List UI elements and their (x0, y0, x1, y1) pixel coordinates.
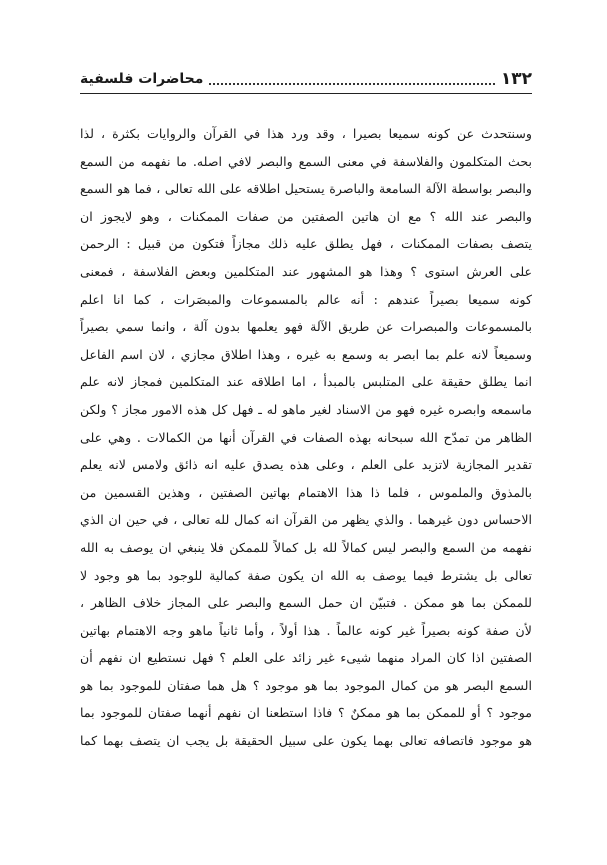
header-dotted-leader (209, 83, 494, 85)
text-line: الظاهر من تمدّح الله سبحانه بهذه الصفات في القرآن أنها من الكمالات . وهي على (80, 429, 532, 445)
body-text (80, 120, 532, 755)
page-number: ١٣٢ (500, 69, 532, 89)
text-line: بالمسموعات والمبصرات عن طريق الآلة فهو يعلمها بدون آلة ، وانما سمي بصيراً (80, 319, 532, 335)
text-line: نفهمه من السمع والبصر ليس كمالاً لله بل كمالاً للممكن فلا ينبغي ان يوصف به الله (80, 539, 532, 555)
text-line: والبصر بواسطة الآلة السامعة والباصرة يستحيل اطلاقه على الله تعالى ، فما هو السمع (80, 181, 532, 197)
text-line: على العرش استوى ؟ وهذا هو المشهور عند المتكلمين وبعض الفلاسفة ، فمعنى (80, 263, 532, 279)
text-line: موجود ؟ أو للممكن بما هو ممكنٌ ؟ فاذا استطعنا ان نفهم أنهما صفتان للموجود بما (80, 705, 532, 721)
header-title: محاضرات فلسفية (80, 71, 204, 87)
text-line: تعالى بل يشترط فيما يوصف به الله ان يكون صفة كمالية للوجود بما هو وجود لا (80, 567, 532, 583)
text-line: تقدير المجازية لاتزيد على العلم ، وعلى هذه يصدق عليه انه ذائق ولامس لانه يعلم (80, 457, 532, 473)
text-line: الصفتين اذا كان المراد منهما شيىء غير زائد على العلم ؟ فهل نستطيع ان نفهم أن (80, 650, 532, 666)
text-line: الاحساس دون غيرهما . والذي يظهر من القرآن انه كمال لله تعالى ، في حين ان الذي (80, 512, 532, 528)
text-line: للممكن بما هو ممكن . فتبيّن ان حمل السمع والبصر على المجاز خلاف الظاهر ، (80, 595, 532, 611)
text-line: هو موجود فاتصافه تعالى بهما يكون على سبيل الحقيقة بل يجب ان يتصف بهما كما (80, 733, 532, 749)
text-line: وسميعاً لانه علم بما ابصر به وسمع به غيره ، وهذا اطلاق مجازي ، لان اسم الفاعل (80, 346, 532, 362)
text-line: ماسمعه وابصره غيره فهو من الاسناد لغير ماهو له ـ فهل كل هذه الامور مجاز ؟ ولكن (80, 401, 532, 417)
text-line: والبصر عند الله ؟ مع ان هاتين الصفتين من صفات الممكنات ، وهو لايجوز ان (80, 208, 532, 224)
text-line: يتصف بصفات الممكنات ، فهل يطلق عليه ذلك مجازاً فتكون من قبيل : الرحمن (80, 236, 532, 252)
text-line: لأن صفة كونه بصيراً غير كونه عالماً . هذا أولاً ، وأما ثانياً ماهو وجه الاهتمام بهاتين (80, 622, 532, 638)
text-line: انما يطلق حقيقة على المتلبس بالمبدأ ، اما اطلاقه عند المتكلمين فمجاز لانه علم (80, 374, 532, 390)
text-line: السمع البصر هو من كمال الموجود بما هو موجود ؟ هل هما صفتان للموجود بما هو (80, 677, 532, 693)
running-header (80, 66, 532, 92)
text-line: بحث المتكلمون والفلاسفة في معنى السمع والبصر لافي اصله. ما نفهمه من السمع (80, 153, 532, 169)
header-rule (80, 93, 532, 94)
text-line: كونه سميعا بصيراً عندهم : أنه عالم بالمسموعات والمبصَرات ، كما انا اعلم (80, 291, 532, 307)
text-line: وسنتحدث عن كونه سميعا بصيرا ، وقد ورد هذا في القرآن والروايات بكثرة ، لذا (80, 126, 532, 141)
text-line: بالمذوق والملموس ، فلما ذا هذا الاهتمام بهاتين الصفتين ، وهذين القسمين من (80, 484, 532, 500)
